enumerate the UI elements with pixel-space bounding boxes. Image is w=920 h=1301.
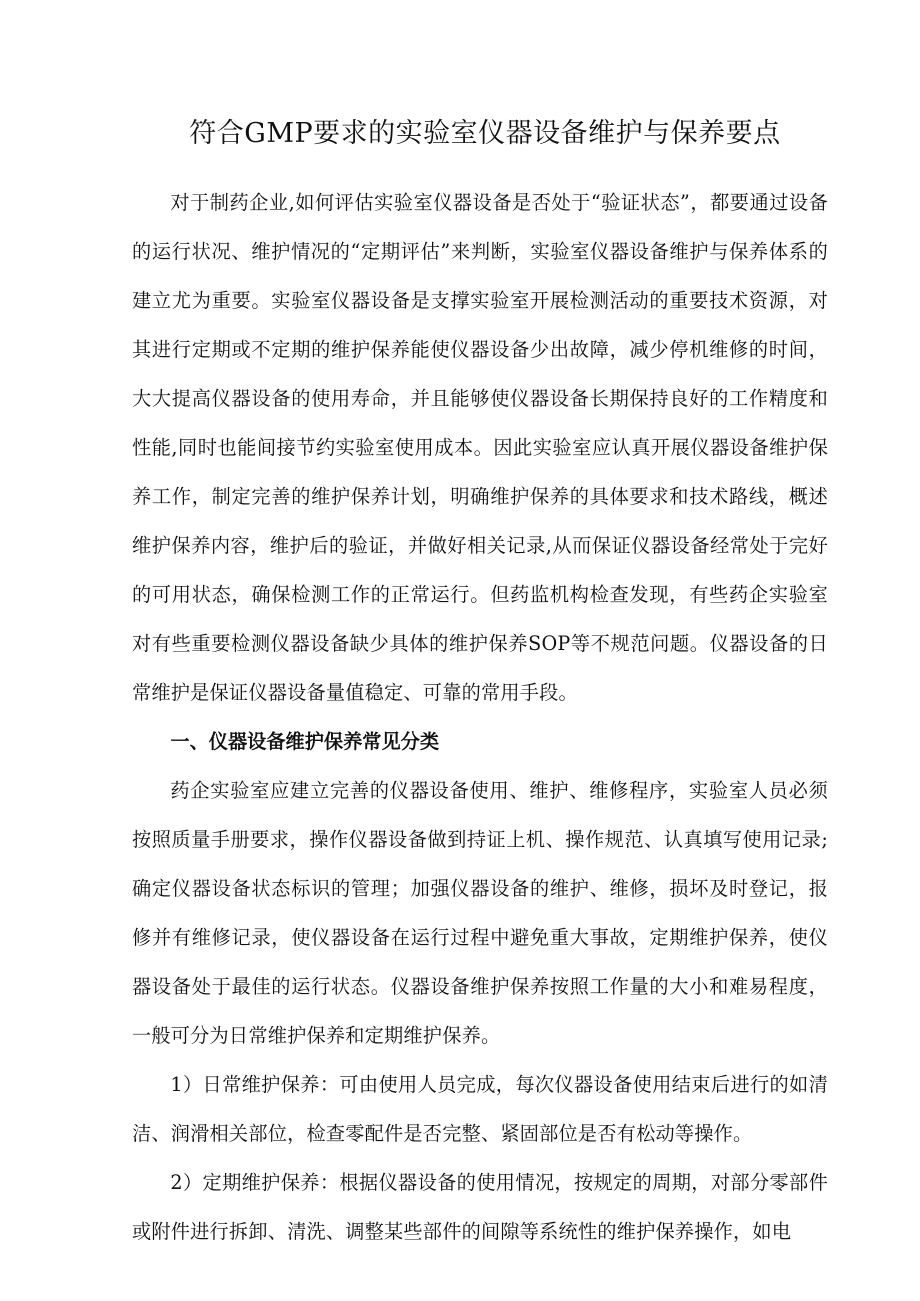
intro-paragraph: 对于制药企业,如何评估实验室仪器设备是否处于“验证状态”，都要通过设备的运行状况、维护情况的“定期评估”来判断，实验室仪器设备维护与保养体系的建立尤为重要。实验室仪器设备是支撑实验室开展检测活动的重要技术资源，对其进行定期或不定期的维护保养能使仪器设备少出故障，减少停机维修的时间，大大提高仪器设备的使用寿命，并且能够使仪器设备长期保持良好的工作精度和性能,同时也能间接节约实验室使用成本。因此实验室应认真开展仪器设备维护保养工作，制定完善的维护保养计划，明确维护保养的具体要求和技术路线，概述维护保养内容，维护后的验证，并做好相关记录,从而保证仪器设备经常处于完好的可用状态，确保检测工作的正常运行。但药监机构检查发现，有些药企实验室对有些重要检测仪器设备缺少具体的维护保养SOP等不规范问题。仪器设备的日常维护是保证仪器设备量值稳定、可靠的常用手段。 [132, 191, 828, 704]
section-paragraph-1: 药企实验室应建立完善的仪器设备使用、维护、维修程序，实验室人员必须按照质量手册要求，操作仪器设备做到持证上机、操作规范、认真填写使用记录;确定仪器设备状态标识的管理；加强仪器设备的维护、维修，损坏及时登记，报修并有维修记录，使仪器设备在运行过程中避免重大事故，定期维护保养，使仪器设备处于最佳的运行状态。仪器设备维护保养按照工作量的大小和难易程度，一般可分为日常维护保养和定期维护保养。 [132, 779, 828, 1047]
document-title: 符合GMP要求的实验室仪器设备维护与保养要点 [189, 118, 781, 149]
section-heading: 一、仪器设备维护保养常见分类 [170, 730, 440, 753]
section-paragraph-2: 1）日常维护保养：可由使用人员完成，每次仪器设备使用结束后进行的如清洁、润滑相关部位，检查零配件是否完整、紧固部位是否有松动等操作。 [132, 1073, 828, 1145]
section-paragraph-3: 2）定期维护保养：根据仪器设备的使用情况，按规定的周期，对部分零部件或附件进行拆卸、清洗、调整某些部件的间隙等系统性的维护保养操作，如电 [132, 1171, 828, 1243]
